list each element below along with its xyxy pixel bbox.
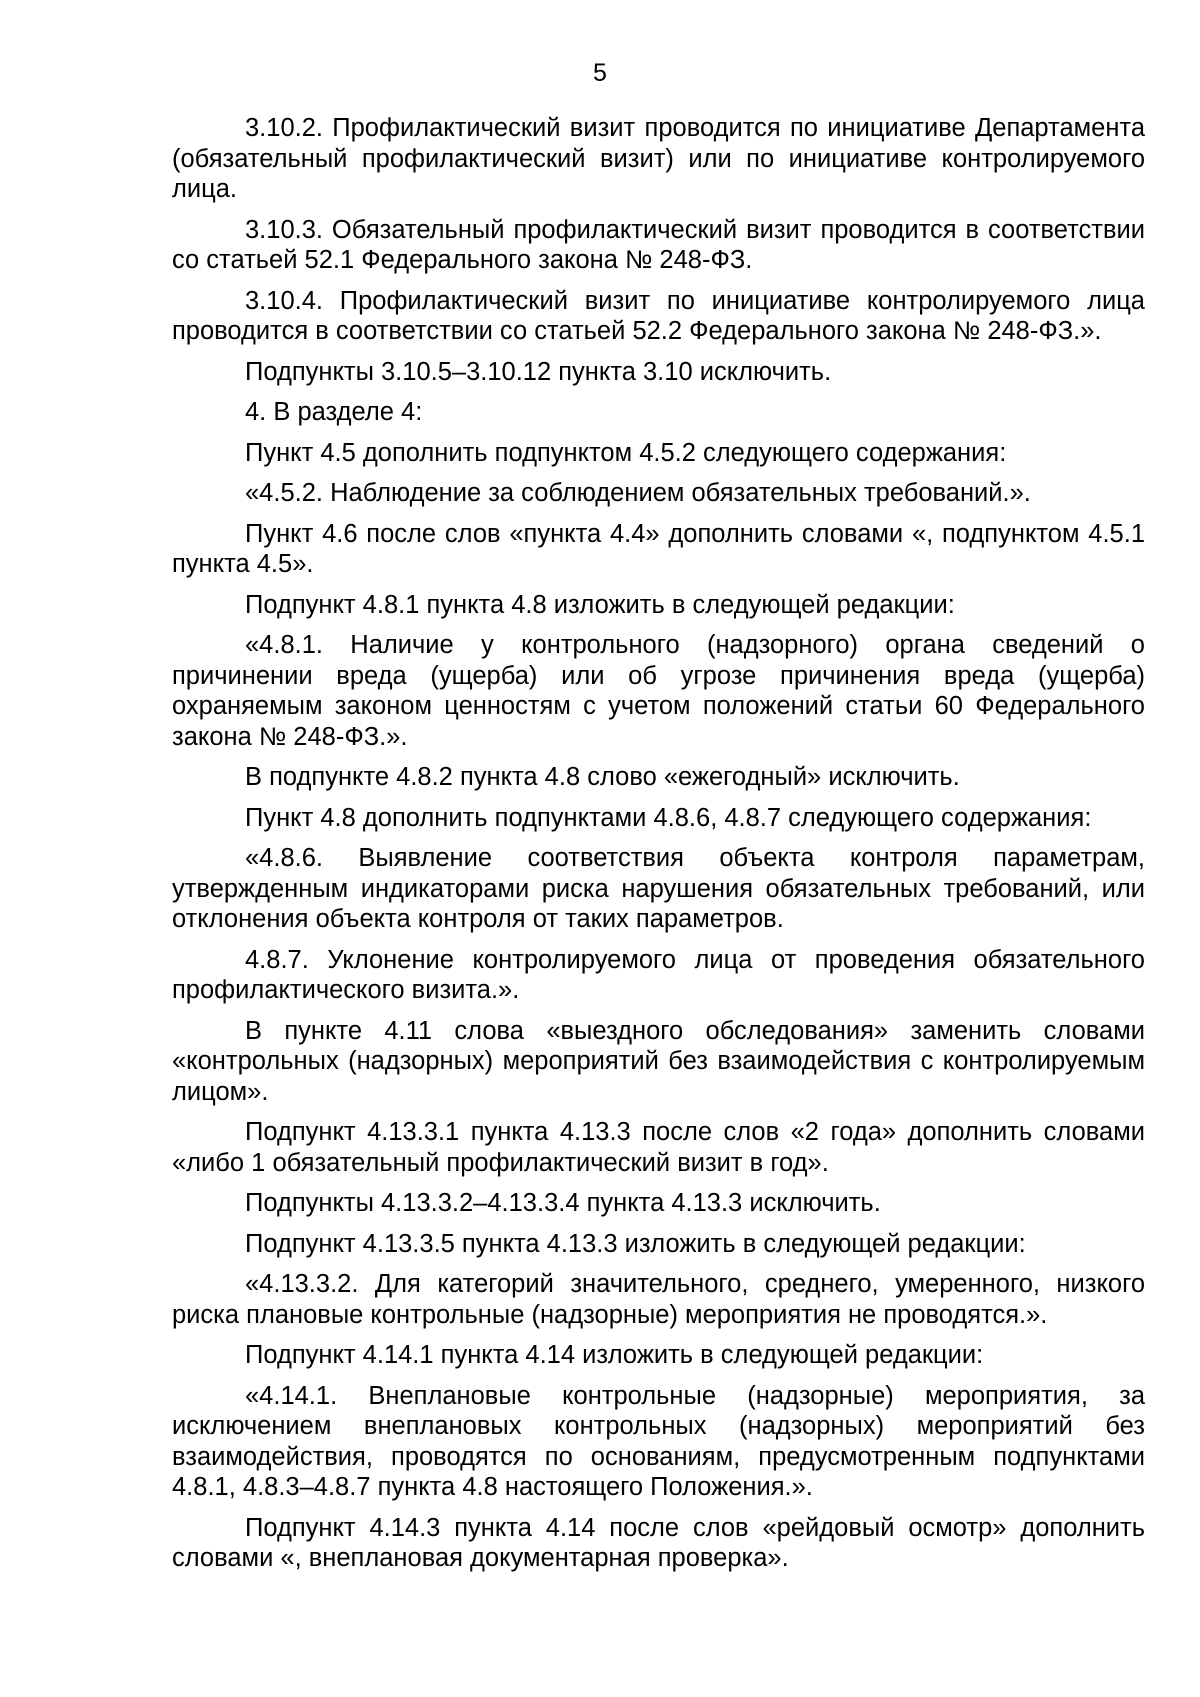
paragraph-4-13-3-5-amend: Подпункт 4.13.3.5 пункта 4.13.3 изложить в следующей редакции: bbox=[245, 1229, 1026, 1258]
paragraph-4-14-1-amend: Подпункт 4.14.1 пункта 4.14 изложить в следующей редакции: bbox=[245, 1341, 984, 1369]
paragraph-4-8-6: «4.8.6. Выявление соответствия объекта контроля параметрам, утвержденным индикаторами риска нарушения обязательных требований, или отклонения объекта контроля от таких параметров. bbox=[172, 844, 1145, 933]
paragraph-4-8-1-amend: Подпункт 4.8.1 пункта 4.8 изложить в следующей редакции: bbox=[245, 590, 955, 619]
paragraph-4-6-amend: Пункт 4.6 после слов «пункта 4.4» дополнить словами «, подпунктом 4.5.1 пункта 4.5». bbox=[172, 519, 1145, 578]
paragraph-4-11-amend: В пункте 4.11 слова «выездного обследования» заменить словами «контрольных (надзорных) мероприятий без взаимодействия с контролируемым лицом». bbox=[172, 1016, 1145, 1106]
paragraph-3-10-3: 3.10.3. Обязательный профилактический визит проводится в соответствии со статьей 52.1 Федерального закона № 248-ФЗ. bbox=[172, 215, 1145, 274]
paragraph-4-8-2-amend: В подпункте 4.8.2 пункта 4.8 слово «ежегодный» исключить. bbox=[245, 763, 960, 791]
paragraph-exclude-3-10-5-12: Подпункты 3.10.5–3.10.12 пункта 3.10 исключить. bbox=[245, 357, 832, 386]
paragraph-4-8-1: «4.8.1. Наличие у контрольного (надзорного) органа сведений о причинении вреда (ущерба) или об угрозе причинения вреда (ущерба) охраняемым законом ценностям с учетом положений статьи 60 Федерального закона № 248-ФЗ.». bbox=[172, 631, 1145, 751]
document-body bbox=[172, 113, 1145, 1584]
paragraph-3-10-4: 3.10.4. Профилактический визит по инициативе контролируемого лица проводится в соответствии со статьей 52.2 Федерального закона № 248-ФЗ.». bbox=[172, 286, 1145, 345]
paragraph-4-14-1: «4.14.1. Внеплановые контрольные (надзорные) мероприятия, за исключением внеплановых контрольных (надзорных) мероприятий без взаимодействия, проводятся по основаниям, предусмотренным подпунктами 4.8.1, 4.8.3–4.8.7 пункта 4.8 настоящего Положения.». bbox=[172, 1381, 1145, 1501]
page-number: 5 bbox=[593, 59, 607, 87]
paragraph-4-5-amend: Пункт 4.5 дополнить подпунктом 4.5.2 следующего содержания: bbox=[245, 438, 1007, 467]
paragraph-4-8-7: 4.8.7. Уклонение контролируемого лица от проведения обязательного профилактического визита.». bbox=[172, 945, 1145, 1004]
paragraph-4-8-add: Пункт 4.8 дополнить подпунктами 4.8.6, 4.8.7 следующего содержания: bbox=[245, 803, 1092, 832]
paragraph-section-4: 4. В разделе 4: bbox=[245, 398, 423, 426]
paragraph-4-14-3-amend: Подпункт 4.14.3 пункта 4.14 после слов «рейдовый осмотр» дополнить словами «, внеплановая документарная проверка». bbox=[172, 1513, 1145, 1572]
paragraph-4-13-3-2-4-exclude: Подпункты 4.13.3.2–4.13.3.4 пункта 4.13.3 исключить. bbox=[245, 1189, 881, 1217]
paragraph-4-13-3-2: «4.13.3.2. Для категорий значительного, среднего, умеренного, низкого риска плановые контрольные (надзорные) мероприятия не проводятся.». bbox=[172, 1270, 1145, 1329]
paragraph-4-13-3-1-amend: Подпункт 4.13.3.1 пункта 4.13.3 после слов «2 года» дополнить словами «либо 1 обязательный профилактический визит в год». bbox=[172, 1118, 1145, 1177]
paragraph-4-5-2: «4.5.2. Наблюдение за соблюдением обязательных требований.». bbox=[245, 479, 1031, 507]
paragraph-3-10-2: 3.10.2. Профилактический визит проводится по инициативе Департамента (обязательный профилактический визит) или по инициативе контролируемого лица. bbox=[172, 114, 1145, 203]
